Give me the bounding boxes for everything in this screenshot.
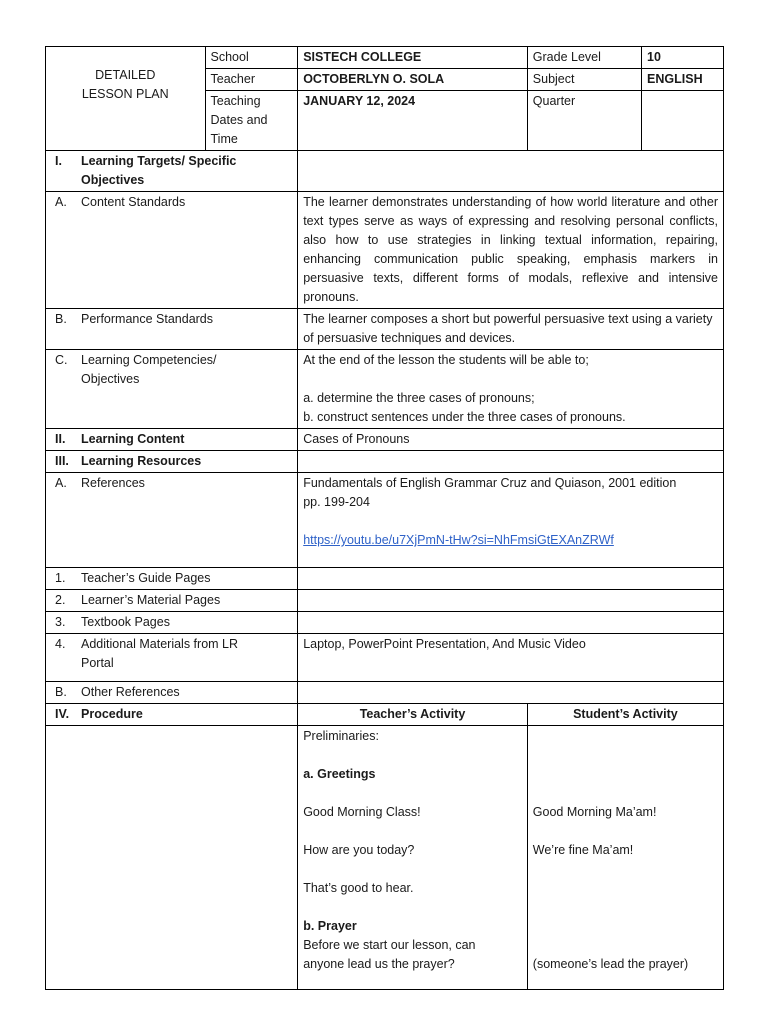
section-2-heading	[46, 429, 298, 451]
textbook-pages-value	[298, 612, 724, 634]
content-standards-text: The learner demonstrates understanding of how world literature and other text types serve as ways of expressing and resolving personal conflicts, also how to use strategies in linking textual information, repairing, enhancing communication public speaking, emphasis markers in persuasive texts, different forms of modals, reflexive and intensive pronouns.	[298, 192, 724, 309]
competencies-label-line-2: Objectives	[81, 372, 140, 386]
grade-label: Grade Level	[527, 47, 641, 69]
teachers-guide-number: 1.	[55, 571, 66, 585]
school-label: School	[205, 47, 298, 69]
teacher-value: OCTOBERLYN O. SOLA	[298, 69, 528, 91]
competencies-intro: At the end of the lesson the students will be able to;	[303, 353, 589, 367]
section-4-number: IV.	[55, 707, 70, 721]
content-standards-label	[46, 192, 298, 309]
additional-materials-value: Laptop, PowerPoint Presentation, And Music Video	[298, 634, 724, 682]
section-1-heading	[46, 151, 298, 192]
section-4-heading	[46, 704, 298, 726]
learners-material-value	[298, 590, 724, 612]
document-title	[46, 47, 206, 151]
teacher-prayer-line-2: anyone lead us the prayer?	[303, 957, 455, 971]
textbook-pages-label	[46, 612, 298, 634]
teacher-activity-cell	[298, 726, 528, 990]
teacher-label: Teacher	[205, 69, 298, 91]
student-answer: We’re fine Ma’am!	[532, 843, 634, 857]
section-1-value	[298, 151, 724, 192]
teacher-activity-header: Teacher’s Activity	[298, 704, 528, 726]
objective-b: b. construct sentences under the three cases of pronouns.	[303, 410, 626, 424]
dates-label	[205, 91, 298, 151]
performance-standards-label	[46, 309, 298, 350]
dates-label-line-1: Teaching	[210, 94, 261, 108]
prayer-heading: b. Prayer	[303, 919, 357, 933]
section-3-label: Learning Resources	[81, 454, 202, 468]
learners-material-label	[46, 590, 298, 612]
learners-material-number: 2.	[55, 593, 66, 607]
other-references-label	[46, 682, 298, 704]
additional-materials-label	[46, 634, 298, 682]
dates-value: JANUARY 12, 2024	[298, 91, 528, 151]
teachers-guide-label	[46, 568, 298, 590]
quarter-label: Quarter	[527, 91, 641, 151]
dates-label-line-2: Dates and	[210, 113, 268, 127]
teacher-question: How are you today?	[303, 843, 415, 857]
references-link[interactable]: https://youtu.be/u7XjPmN-tHw?si=NhFmsiGtEXAnZRWf	[303, 533, 614, 547]
student-prayer: (someone’s lead the prayer)	[532, 957, 689, 971]
references-label	[46, 473, 298, 568]
references-line-2: pp. 199-204	[303, 495, 370, 509]
additional-materials-label-line-2: Portal	[81, 656, 114, 670]
other-references-number: B.	[55, 685, 67, 699]
section-3-value	[298, 451, 724, 473]
section-3-number: III.	[55, 454, 69, 468]
other-references-label-text: Other References	[81, 685, 180, 699]
competencies-text	[298, 350, 724, 429]
references-line-1: Fundamentals of English Grammar Cruz and Quiason, 2001 edition	[303, 476, 677, 490]
section-2-value: Cases of Pronouns	[298, 429, 724, 451]
procedure-left-blank	[46, 726, 298, 990]
content-standards-label-text: Content Standards	[81, 195, 186, 209]
section-3-heading	[46, 451, 298, 473]
content-standards-number: A.	[55, 195, 67, 209]
additional-materials-number: 4.	[55, 637, 66, 651]
teacher-response: That’s good to hear.	[303, 881, 414, 895]
performance-standards-number: B.	[55, 312, 67, 326]
student-activity-header: Student’s Activity	[527, 704, 723, 726]
references-text	[298, 473, 724, 568]
subject-value: ENGLISH	[642, 69, 724, 91]
competencies-label	[46, 350, 298, 429]
quarter-value	[642, 91, 724, 151]
section-2-label: Learning Content	[81, 432, 185, 446]
references-number: A.	[55, 476, 67, 490]
title-line-2: LESSON PLAN	[81, 87, 169, 101]
grade-value: 10	[642, 47, 724, 69]
section-1-label-line-1: Learning Targets/ Specific	[81, 154, 237, 168]
performance-standards-text: The learner composes a short but powerful persuasive text using a variety of persuasive techniques and devices.	[298, 309, 724, 350]
student-activity-cell	[527, 726, 723, 990]
dates-label-line-3: Time	[210, 132, 238, 146]
references-label-text: References	[81, 476, 145, 490]
greetings-heading: a. Greetings	[303, 767, 376, 781]
teachers-guide-label-text: Teacher’s Guide Pages	[81, 571, 211, 585]
title-line-1: DETAILED	[95, 68, 156, 82]
section-2-number: II.	[55, 432, 66, 446]
additional-materials-label-line-1: Additional Materials from LR	[81, 637, 239, 651]
student-greeting: Good Morning Ma’am!	[532, 805, 657, 819]
teacher-greeting: Good Morning Class!	[303, 805, 421, 819]
lesson-plan-table	[45, 46, 724, 990]
school-value: SISTECH COLLEGE	[298, 47, 528, 69]
competencies-label-line-1: Learning Competencies/	[81, 353, 217, 367]
performance-standards-label-text: Performance Standards	[81, 312, 214, 326]
textbook-pages-number: 3.	[55, 615, 66, 629]
preliminaries-label: Preliminaries:	[303, 729, 379, 743]
section-1-label-line-2: Objectives	[81, 173, 145, 187]
teacher-prayer-line-1: Before we start our lesson, can	[303, 938, 476, 952]
other-references-value	[298, 682, 724, 704]
objective-a: a. determine the three cases of pronouns;	[303, 391, 535, 405]
textbook-pages-label-text: Textbook Pages	[81, 615, 170, 629]
teachers-guide-value	[298, 568, 724, 590]
competencies-number: C.	[55, 353, 68, 367]
section-1-number: I.	[55, 154, 62, 168]
section-4-label: Procedure	[81, 707, 143, 721]
subject-label: Subject	[527, 69, 641, 91]
learners-material-label-text: Learner’s Material Pages	[81, 593, 221, 607]
